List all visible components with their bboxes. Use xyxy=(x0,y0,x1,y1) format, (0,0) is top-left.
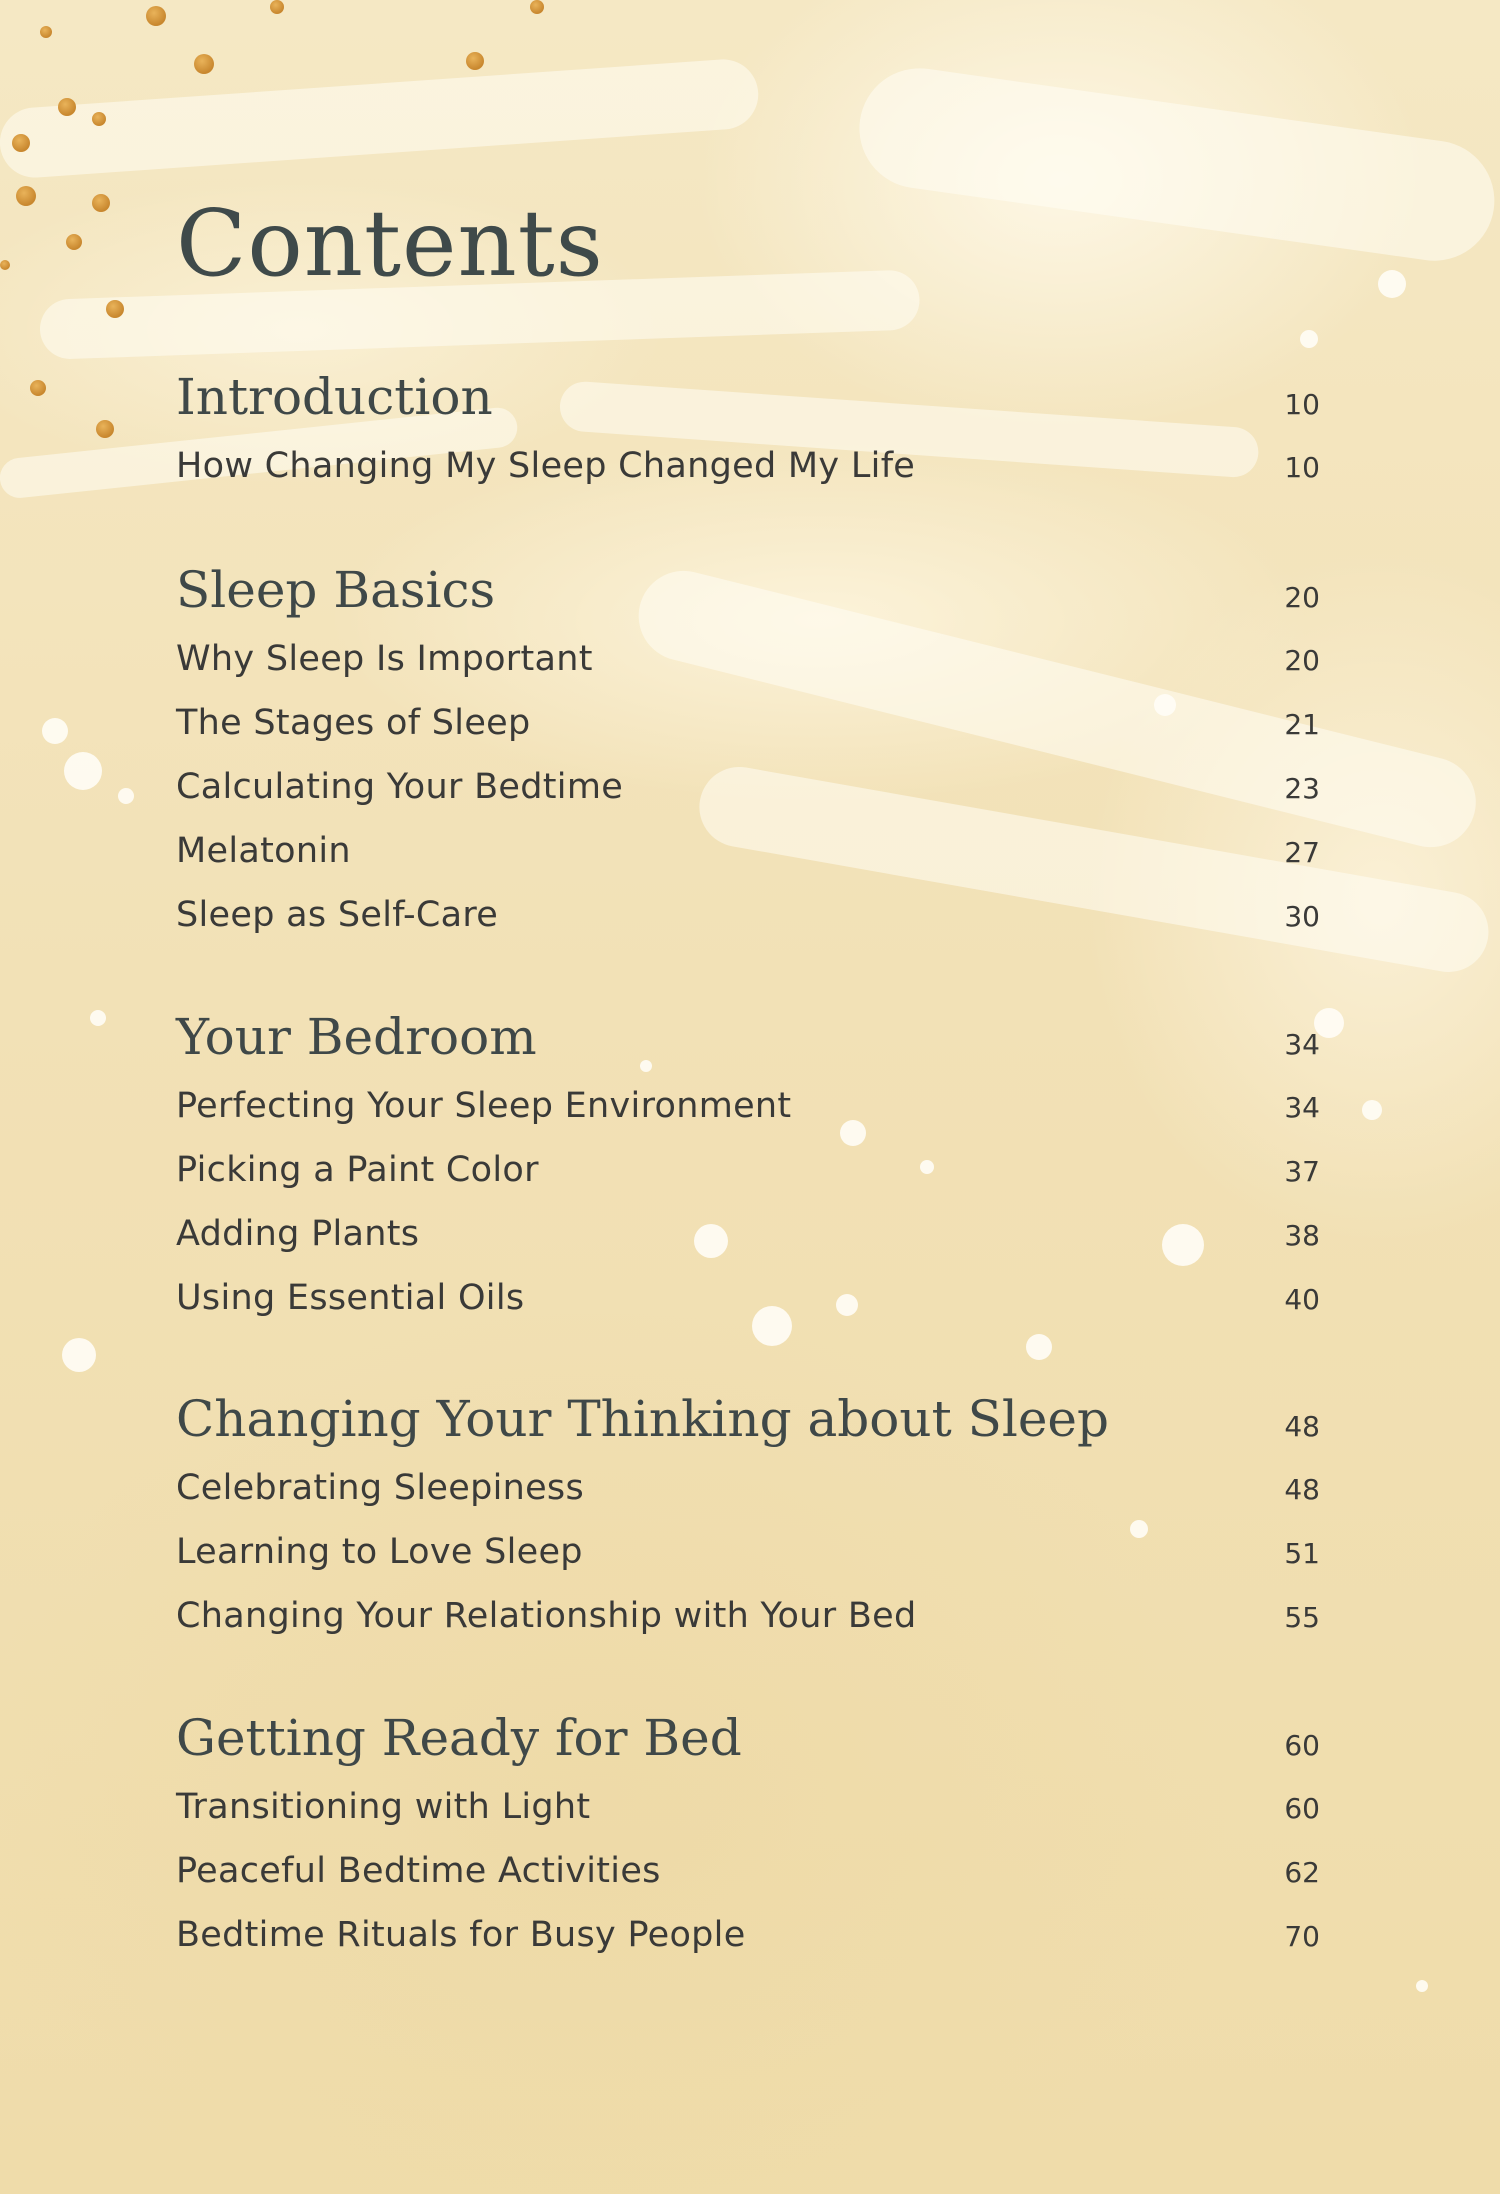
entry-label: Transitioning with Light xyxy=(176,1787,591,1827)
entry-label: Peaceful Bedtime Activities xyxy=(176,1851,661,1891)
entry-label: Learning to Love Sleep xyxy=(176,1532,583,1572)
entry-label: Using Essential Oils xyxy=(176,1278,525,1318)
toc-entry-row[interactable] xyxy=(176,1086,1320,1126)
toc-entry-row[interactable] xyxy=(176,1468,1320,1508)
toc-entry-row[interactable] xyxy=(176,1851,1320,1891)
toc-heading-row[interactable] xyxy=(176,368,1320,426)
page-number: 30 xyxy=(1284,900,1320,933)
section-heading: Changing Your Thinking about Sleep xyxy=(176,1390,1110,1448)
entry-label: Changing Your Relationship with Your Bed xyxy=(176,1596,917,1636)
entry-label: The Stages of Sleep xyxy=(176,703,531,743)
toc-entry-row[interactable] xyxy=(176,1596,1320,1636)
page-number: 20 xyxy=(1284,581,1320,614)
toc-entry-row[interactable] xyxy=(176,767,1320,807)
toc-entry-row[interactable] xyxy=(176,1278,1320,1318)
page-number: 10 xyxy=(1284,451,1320,484)
page-title: Contents xyxy=(176,190,604,297)
toc-entry-row[interactable] xyxy=(176,1150,1320,1190)
entry-label: Celebrating Sleepiness xyxy=(176,1468,584,1508)
toc-entry-row[interactable] xyxy=(176,1532,1320,1572)
toc-heading-row[interactable] xyxy=(176,561,1320,619)
toc-entry-row[interactable] xyxy=(176,703,1320,743)
toc-heading-row[interactable] xyxy=(176,1709,1320,1767)
toc-entry-row[interactable] xyxy=(176,446,1320,486)
section-heading: Sleep Basics xyxy=(176,561,496,619)
entry-label: Why Sleep Is Important xyxy=(176,639,593,679)
entry-label: Perfecting Your Sleep Environment xyxy=(176,1086,792,1126)
entry-label: How Changing My Sleep Changed My Life xyxy=(176,446,916,486)
page-number: 48 xyxy=(1284,1410,1320,1443)
toc-heading-row[interactable] xyxy=(176,1390,1320,1448)
page-number: 48 xyxy=(1284,1473,1320,1506)
toc-entry-row[interactable] xyxy=(176,1787,1320,1827)
entry-label: Picking a Paint Color xyxy=(176,1150,539,1190)
page-number: 20 xyxy=(1284,644,1320,677)
page-number: 37 xyxy=(1284,1155,1320,1188)
toc-entry-row[interactable] xyxy=(176,831,1320,871)
entry-label: Calculating Your Bedtime xyxy=(176,767,624,807)
page-number: 62 xyxy=(1284,1856,1320,1889)
entry-label: Melatonin xyxy=(176,831,351,871)
page-number: 60 xyxy=(1284,1729,1320,1762)
entry-label: Bedtime Rituals for Busy People xyxy=(176,1915,746,1955)
page-number: 70 xyxy=(1284,1920,1320,1953)
entry-label: Sleep as Self-Care xyxy=(176,895,499,935)
page-number: 23 xyxy=(1284,772,1320,805)
toc-entry-row[interactable] xyxy=(176,895,1320,935)
page-number: 34 xyxy=(1284,1028,1320,1061)
page-number: 21 xyxy=(1284,708,1320,741)
section-heading: Your Bedroom xyxy=(176,1008,537,1066)
page-number: 38 xyxy=(1284,1219,1320,1252)
toc-heading-row[interactable] xyxy=(176,1008,1320,1066)
page-number: 40 xyxy=(1284,1283,1320,1316)
entry-label: Adding Plants xyxy=(176,1214,420,1254)
page-number: 27 xyxy=(1284,836,1320,869)
page-number: 60 xyxy=(1284,1792,1320,1825)
toc-entry-row[interactable] xyxy=(176,1915,1320,1955)
page-number: 34 xyxy=(1284,1091,1320,1124)
page-number: 10 xyxy=(1284,388,1320,421)
page-number: 51 xyxy=(1284,1537,1320,1570)
toc-entry-row[interactable] xyxy=(176,639,1320,679)
toc-entry-row[interactable] xyxy=(176,1214,1320,1254)
section-heading: Introduction xyxy=(176,368,493,426)
section-heading: Getting Ready for Bed xyxy=(176,1709,742,1767)
page-number: 55 xyxy=(1284,1601,1320,1634)
